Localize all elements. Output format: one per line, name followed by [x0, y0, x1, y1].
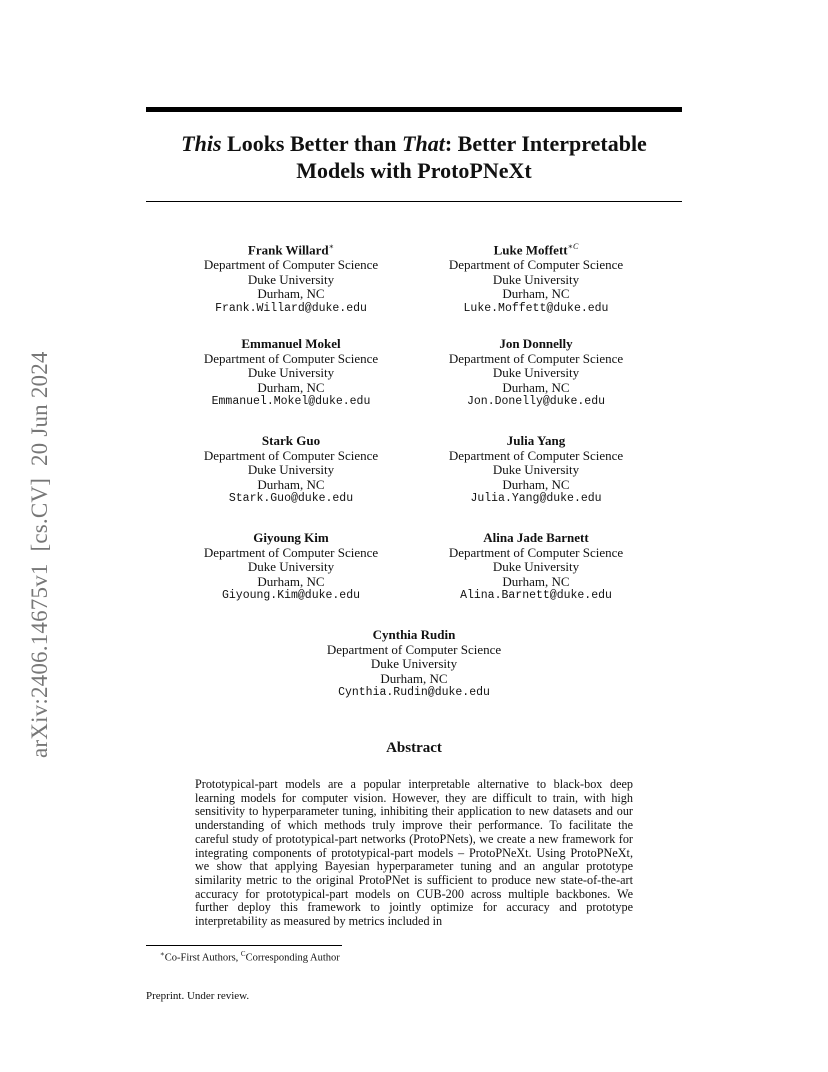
author-mark: ∗C	[567, 242, 579, 251]
author-location: Durham, NC	[502, 573, 570, 589]
title-italic-this: This	[181, 131, 222, 156]
title-line-2: Models with ProtoPNeXt	[296, 158, 532, 183]
author-univ: Duke University	[247, 559, 335, 575]
author-block	[421, 337, 651, 410]
abstract-text: Prototypical-part models are a popular interpretable alternative to black-box deep learning models for computer vision. However, they are difficult to train, with high sensitivity to hyperparameter tuning, inhibiting their application to new datasets and our understanding of which methods truly improve their performance. To facilitate the careful study of prototypical-part networks (ProtoPNets), we create a new framework for integrating components of prototypical-part models – ProtoPNeXt. Using ProtoPNeXt, we show that applying Bayesian hyperparameter tuning and an angular prototype similarity metric to the original ProtoPNet is sufficient to produce new state-of-the-art accuracy for prototypical-part models on CUB-200 across multiple backbones. We further deploy this framework to jointly optimize for accuracy and prototype interpretability as measured by metrics included in	[195, 777, 633, 929]
author-location: Durham, NC	[257, 286, 325, 302]
author-univ: Duke University	[492, 462, 580, 478]
author-block	[176, 240, 406, 316]
author-dept: Department of Computer Science	[326, 641, 502, 657]
author-dept: Department of Computer Science	[203, 350, 379, 366]
author-dept: Department of Computer Science	[203, 544, 379, 560]
footnote-text-1: Co-First Authors,	[164, 952, 241, 964]
author-name: Stark Guo	[261, 433, 321, 448]
footnote	[160, 950, 340, 964]
author-name: Frank Willard	[247, 242, 329, 258]
footnote-mark-2: C	[240, 950, 246, 958]
author-univ: Duke University	[492, 271, 580, 287]
author-email[interactable]: Jon.Donelly@duke.edu	[466, 395, 606, 409]
footnote-text-2: Corresponding Author	[245, 952, 340, 964]
title-italic-that: That	[402, 131, 445, 156]
title-part-1: Looks Better than	[221, 131, 403, 156]
author-email[interactable]: Alina.Barnett@duke.edu	[460, 589, 612, 603]
author-univ: Duke University	[370, 656, 458, 672]
author-mark: ∗	[328, 242, 335, 251]
title-bottom-rule	[146, 201, 682, 202]
author-dept: Department of Computer Science	[203, 447, 379, 463]
paper-title	[146, 130, 682, 184]
footnote-mark-1: ∗	[160, 950, 165, 958]
author-location: Durham, NC	[257, 476, 325, 492]
author-block	[176, 337, 406, 410]
author-block	[176, 434, 406, 507]
author-location: Durham, NC	[257, 573, 325, 589]
author-dept: Department of Computer Science	[203, 256, 379, 272]
author-name: Julia Yang	[506, 433, 566, 448]
author-univ: Duke University	[247, 365, 335, 381]
author-location: Durham, NC	[257, 379, 325, 395]
author-dept: Department of Computer Science	[448, 256, 624, 272]
author-email[interactable]: Cynthia.Rudin@duke.edu	[338, 686, 490, 700]
author-location: Durham, NC	[502, 476, 570, 492]
author-location: Durham, NC	[502, 286, 570, 302]
author-email[interactable]: Frank.Willard@duke.edu	[215, 301, 367, 315]
author-email[interactable]: Julia.Yang@duke.edu	[470, 492, 602, 506]
author-name: Alina Jade Barnett	[483, 530, 589, 545]
author-email[interactable]: Stark.Guo@duke.edu	[228, 492, 354, 506]
abstract-heading: Abstract	[386, 740, 442, 756]
preprint-note: Preprint. Under review.	[146, 990, 250, 1002]
author-univ: Duke University	[492, 559, 580, 575]
author-block	[421, 434, 651, 507]
author-name: Cynthia Rudin	[372, 627, 456, 642]
author-univ: Duke University	[247, 462, 335, 478]
author-location: Durham, NC	[502, 379, 570, 395]
author-dept: Department of Computer Science	[448, 447, 624, 463]
footnote-rule	[146, 945, 342, 946]
title-top-rule	[146, 107, 682, 112]
author-dept: Department of Computer Science	[448, 544, 624, 560]
author-dept: Department of Computer Science	[448, 350, 624, 366]
title-part-2: : Better Interpretable	[444, 131, 647, 156]
author-name: Emmanuel Mokel	[241, 336, 341, 351]
author-block	[176, 531, 406, 604]
author-email[interactable]: Luke.Moffett@duke.edu	[463, 301, 609, 315]
author-name: Luke Moffett	[493, 242, 568, 258]
author-block	[421, 240, 651, 316]
author-email[interactable]: Emmanuel.Mokel@duke.edu	[211, 395, 371, 409]
author-name: Jon Donnelly	[499, 336, 573, 351]
author-block	[299, 628, 529, 701]
author-univ: Duke University	[247, 271, 335, 287]
author-name: Giyoung Kim	[253, 530, 329, 545]
author-email[interactable]: Giyoung.Kim@duke.edu	[221, 589, 361, 603]
arxiv-identifier: arXiv:2406.14675v1 [cs.CV] 20 Jun 2024	[27, 351, 52, 758]
author-location: Durham, NC	[380, 670, 448, 686]
author-univ: Duke University	[492, 365, 580, 381]
author-block	[421, 531, 651, 604]
